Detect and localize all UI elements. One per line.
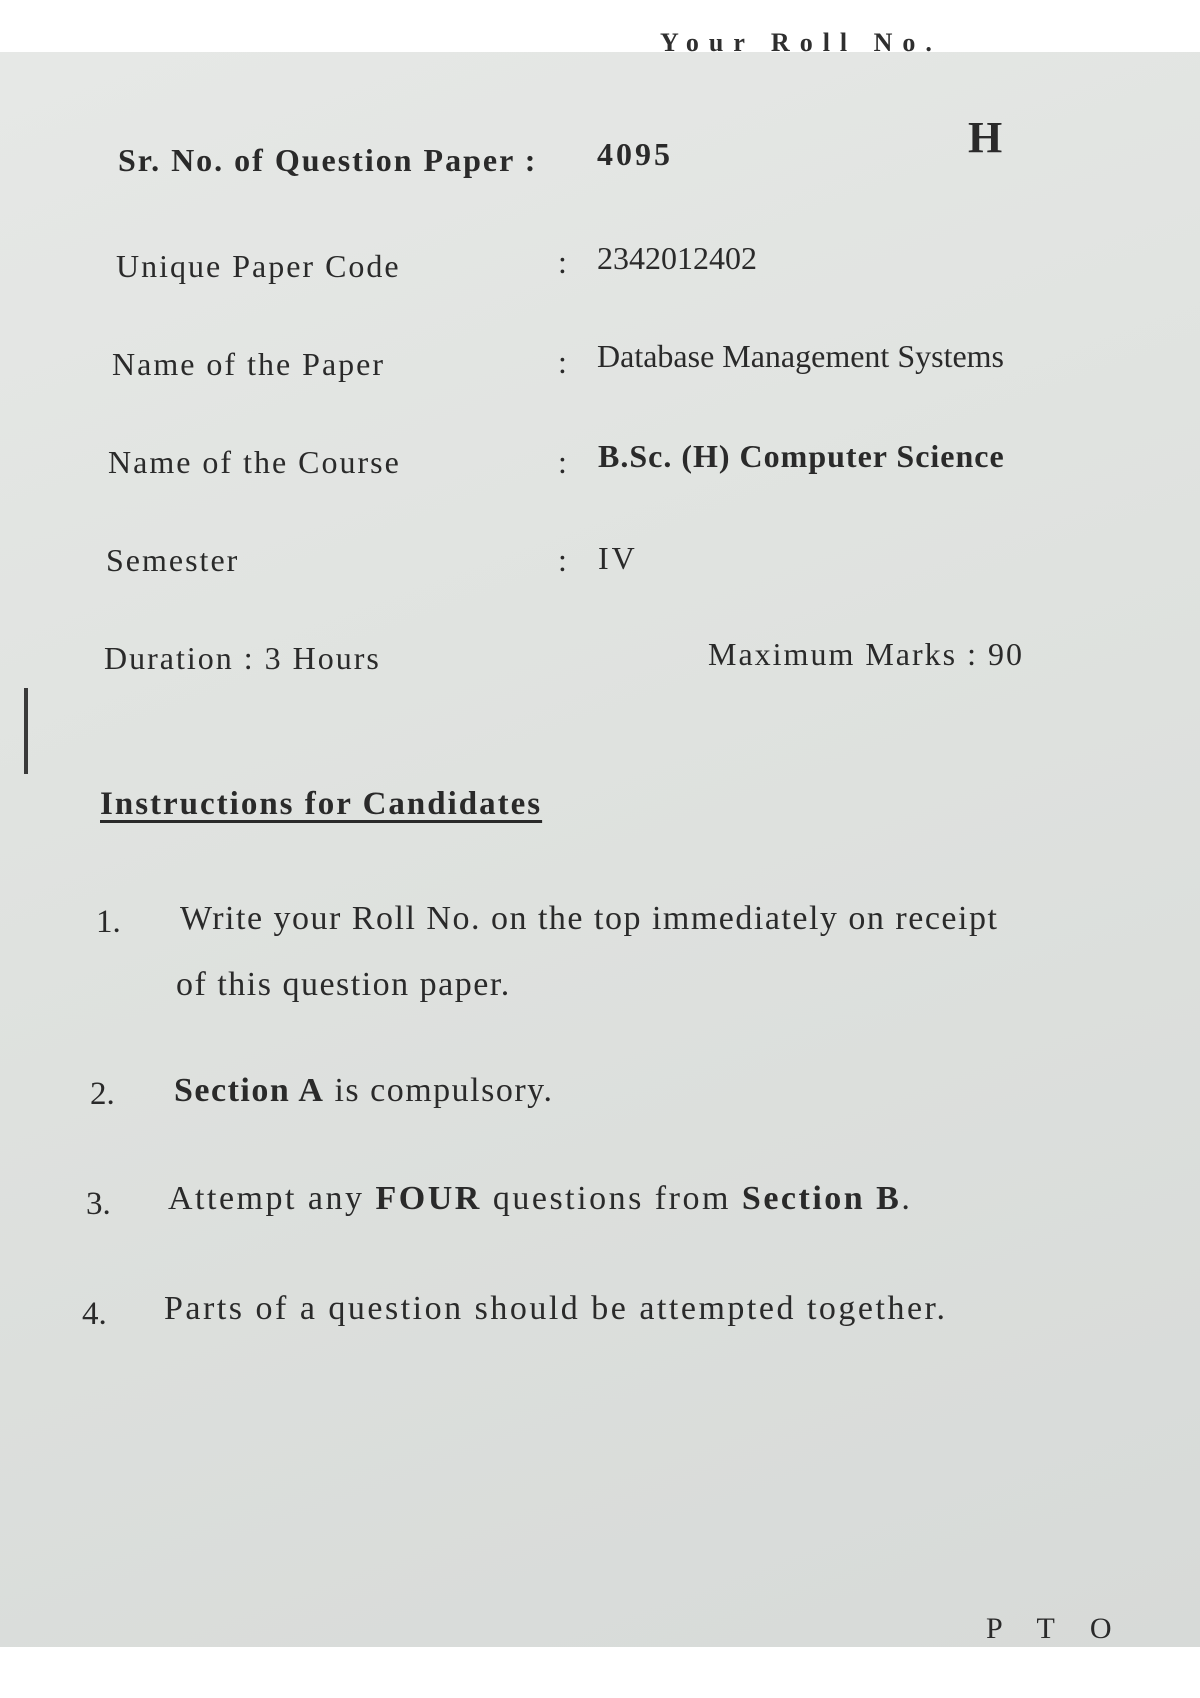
section-b-text: Section B (741, 1180, 902, 1217)
instruction-3-post: . (901, 1180, 913, 1217)
instruction-1-line2: of this question paper. (176, 966, 511, 1003)
course-value: B.Sc. (H) Computer Science (598, 438, 1005, 474)
roll-no-text: Your Roll No. (660, 28, 942, 57)
sr-no-label: Sr. No. of Question Paper : (118, 142, 538, 178)
instruction-number: 3. (86, 1186, 111, 1222)
paper-label: Name of the Paper (112, 346, 386, 382)
set-code: H (968, 113, 1003, 162)
instruction-3 (168, 1180, 912, 1218)
instruction-2-rest: is compulsory. (324, 1072, 554, 1109)
instruction-2 (174, 1072, 553, 1110)
instruction-number: 4. (82, 1296, 107, 1332)
sr-no-value: 4095 (597, 136, 673, 172)
margin-mark (24, 688, 28, 774)
roll-no-header-cut (660, 28, 960, 57)
semester-separator: : (558, 542, 567, 578)
duration: Duration : 3 Hours (104, 640, 381, 676)
semester-value: IV (598, 540, 638, 576)
course-label: Name of the Course (108, 444, 401, 480)
question-paper-sheet (0, 52, 1200, 1647)
semester-label: Semester (106, 542, 240, 578)
upc-separator: : (558, 244, 567, 280)
instruction-4: Parts of a question should be attempted together. (164, 1290, 948, 1327)
instruction-3-pre: Attempt any (168, 1180, 376, 1217)
instruction-1-line1: Write your Roll No. on the top immediately on receipt (180, 900, 999, 937)
instructions-title: Instructions for Candidates (100, 786, 543, 822)
section-a-text: Section A (174, 1072, 325, 1109)
instruction-number: 1. (96, 904, 121, 940)
instruction-3-mid: questions from (481, 1180, 742, 1217)
paper-value: Database Management Systems (597, 338, 1004, 374)
paper-separator: : (558, 344, 567, 380)
upc-label: Unique Paper Code (116, 248, 401, 284)
upc-value: 2342012402 (597, 240, 757, 276)
course-separator: : (558, 444, 567, 480)
instruction-number: 2. (90, 1076, 115, 1112)
maximum-marks: Maximum Marks : 90 (708, 636, 1024, 672)
pto-footer: P T O (986, 1612, 1126, 1645)
four-text: FOUR (375, 1180, 482, 1217)
